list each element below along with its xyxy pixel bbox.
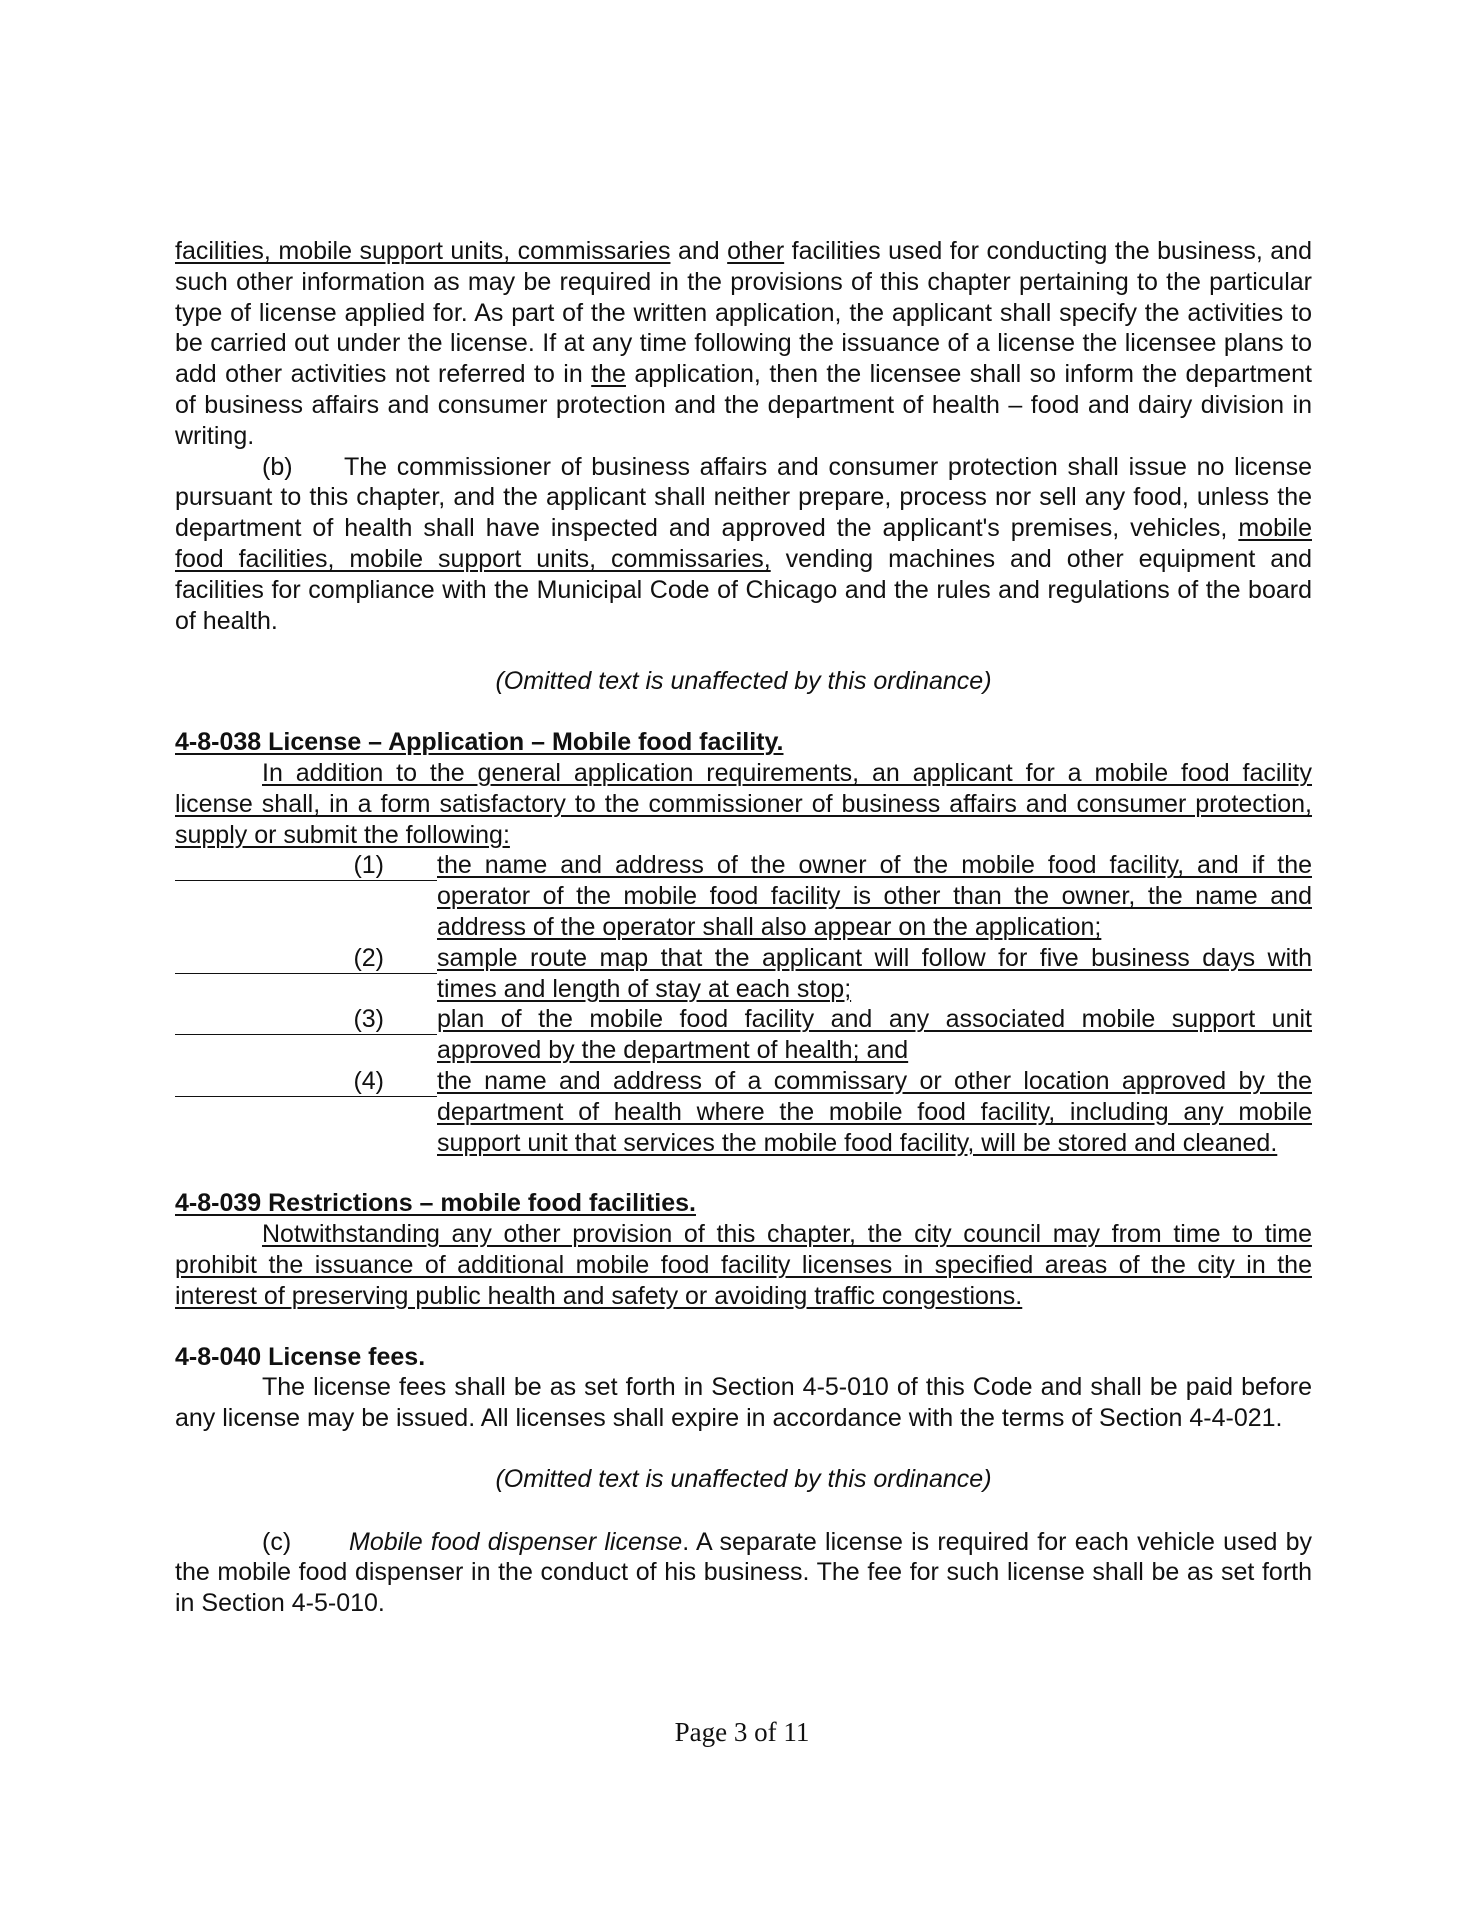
omitted-text-note: (Omitted text is unaffected by this ordinance) (495, 667, 992, 696)
underlined-insertion: facilities, mobile support units, commissaries (175, 237, 671, 265)
paragraph-c: (c) Mobile food dispenser license. A separate license is required for each vehicle used by the mobile food dispenser in the conduct of his business. The fee for such license shall be as set forth in Section 4-5-010. (175, 1527, 1313, 1618)
paragraph-b-label: (b) (262, 452, 293, 481)
list-item-number: (4) (353, 1066, 384, 1095)
list-item-text: the name and address of a commissary or other location approved by the department of health where the mobile food facility, including any mobile support unit that services the mobile food facility, will be stored and cleaned. (437, 1066, 1312, 1157)
paragraph-a: facilities, mobile support units, commissaries and other facilities used for conducting the business, and such other information as may be required in the provisions of this chapter pertaining to the particular type of license applied for. As part of the written application, the applicant shall specify the activities to be carried out under the license. If at any time following the issuance of a license the licensee plans to add other activities not referred to in the application, then the licensee shall so inform the department of business affairs and consumer protection and the department of health – food and dairy division in writing. (175, 237, 1312, 450)
list-item (175, 1004, 1312, 1066)
paragraph-c-label: (c) (262, 1527, 292, 1556)
section-038-intro: In addition to the general application requirements, an applicant for a mobile food facility license shall, in a form satisfactory to the commissioner of business affairs and consumer protection, supply or submit the following: (175, 758, 1312, 849)
section-040-body: The license fees shall be as set forth in Section 4-5-010 of this Code and shall be paid before any license may be issued. All licenses shall expire in accordance with the terms of Section 4-4-021. (175, 1373, 1312, 1433)
list-item-number: (2) (353, 943, 384, 972)
paragraph-b: (b) The commissioner of business affairs and consumer protection shall issue no license pursuant to this chapter, and the applicant shall neither prepare, process nor sell any food, unless the department of health shall have inspected and approved the applicant's premises, vehicles, mobile food facilities, mobile support units, commissaries, vending machines and other equipment and facilities for compliance with the Municipal Code of Chicago and the rules and regulations of the board of health. (175, 452, 1312, 635)
section-038-heading: 4-8-038 License – Application – Mobile food facility. (175, 728, 784, 757)
list-item-text: plan of the mobile food facility and any associated mobile support unit approved by the department of health; and (437, 1005, 1312, 1065)
underlined-insertion: the (591, 360, 626, 389)
list-item-text: sample route map that the applicant will follow for five business days with times and length of stay at each stop; (437, 943, 1312, 1003)
list-item (175, 1066, 1312, 1158)
paragraph-c-italic-term: Mobile food dispenser license (349, 1527, 683, 1556)
section-040-heading: 4-8-040 License fees. (175, 1342, 426, 1371)
list-item-number: (1) (353, 851, 384, 880)
section-039-body: Notwithstanding any other provision of this chapter, the city council may from time to time prohibit the issuance of additional mobile food facility licenses in specified areas of the city in the interest of preserving public health and safety or avoiding traffic congestions. (175, 1220, 1312, 1310)
document-page (175, 236, 1312, 1619)
list-item-number: (3) (353, 1005, 384, 1034)
section-038-list (175, 850, 1312, 1158)
omitted-text-note: (Omitted text is unaffected by this ordinance) (495, 1464, 992, 1493)
list-item-text: the name and address of the owner of the mobile food facility, and if the operator of the mobile food facility is other than the owner, the name and address of the operator shall also appear on the application; (437, 851, 1312, 941)
page-number-footer: Page 3 of 11 (674, 1717, 810, 1747)
section-039-heading: 4-8-039 Restrictions – mobile food facilities. (175, 1189, 696, 1218)
list-item (175, 850, 1312, 942)
list-item (175, 943, 1312, 1005)
underlined-insertion: mobile food facilities, mobile support units, commissaries, (175, 514, 1312, 573)
underlined-insertion: other (727, 237, 785, 265)
